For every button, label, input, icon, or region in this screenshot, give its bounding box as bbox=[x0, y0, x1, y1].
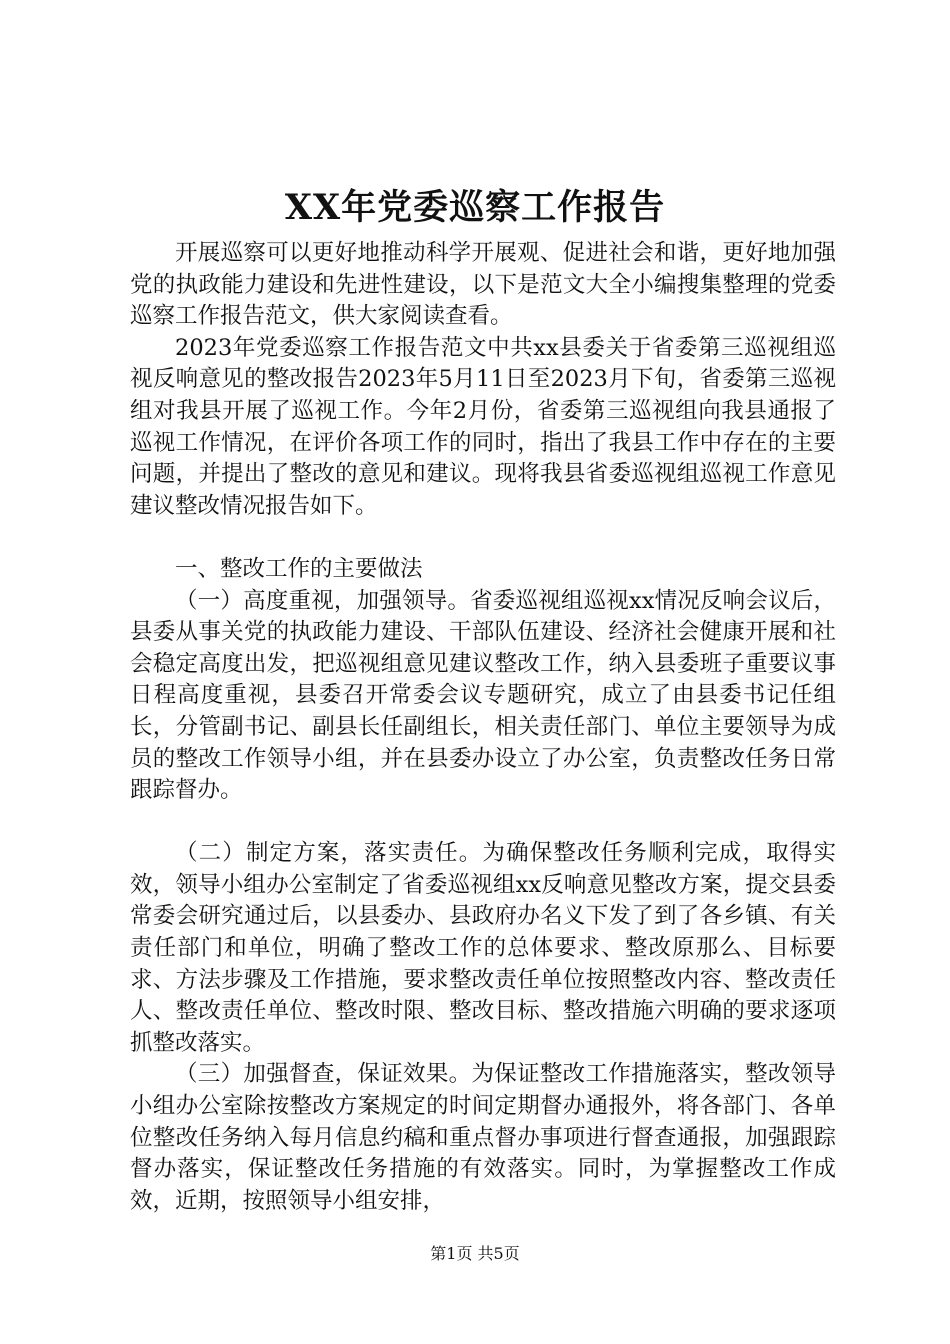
paragraph-item-2: （二）制定方案，落实责任。为确保整改任务顺利完成，取得实效，领导小组办公室制定了省委巡视组xx反响意见整改方案，提交县委常委会研究通过后，以县委办、县政府办名义下发了到了各乡镇、有关责任部门和单位，明确了整改工作的总体要求、整改原那么、目标要求、方法步骤及工作措施，要求整改责任单位按照整改内容、整改责任人、整改责任单位、整改时限、整改目标、整改措施六明确的要求逐项抓整改落实。 bbox=[130, 840, 836, 1056]
page-title: XX年党委巡察工作报告 bbox=[284, 187, 666, 228]
paragraph-item-3: （三）加强督查，保证效果。为保证整改工作措施落实，整改领导小组办公室除按整改方案规定的时间定期督办通报外，将各部门、各单位整改任务纳入每月信息约稿和重点督办事项进行督查通报，加强跟踪督办落实，保证整改任务措施的有效落实。同时，为掌握整改工作成效，近期，按照领导小组安排， bbox=[130, 1061, 836, 1214]
paragraph-report-summary: 2023年党委巡察工作报告范文中共xx县委关于省委第三巡视组巡视反响意见的整改报告2023年5月11日至2023月下旬，省委第三巡视组对我县开展了巡视工作。今年2月份，省委第三巡视组向我县通报了巡视工作情况，在评价各项工作的同时，指出了我县工作中存在的主要问题，并提出了整改的意见和建议。现将我县省委巡视组巡视工作意见建议整改情况报告如下。 bbox=[130, 334, 836, 519]
document-body bbox=[130, 238, 836, 1217]
paragraph-intro: 开展巡察可以更好地推动科学开展观、促进社会和谐，更好地加强党的执政能力建设和先进性建设，以下是范文大全小编搜集整理的党委巡察工作报告范文，供大家阅读查看。 bbox=[130, 240, 836, 330]
page-footer: 第1页 共5页 bbox=[430, 1244, 520, 1263]
paragraph-item-1: （一）高度重视，加强领导。省委巡视组巡视xx情况反响会议后，县委从事关党的执政能力建设、干部队伍建设、经济社会健康开展和社会稳定高度出发，把巡视组意见建议整改工作，纳入县委班子重要议事日程高度重视，县委召开常委会议专题研究，成立了由县委书记任组长，分管副书记、副县长任副组长，相关责任部门、单位主要领导为成员的整改工作领导小组，并在县委办设立了办公室，负责整改任务日常跟踪督办。 bbox=[130, 587, 836, 804]
section-heading: 一、整改工作的主要做法 bbox=[175, 555, 423, 582]
